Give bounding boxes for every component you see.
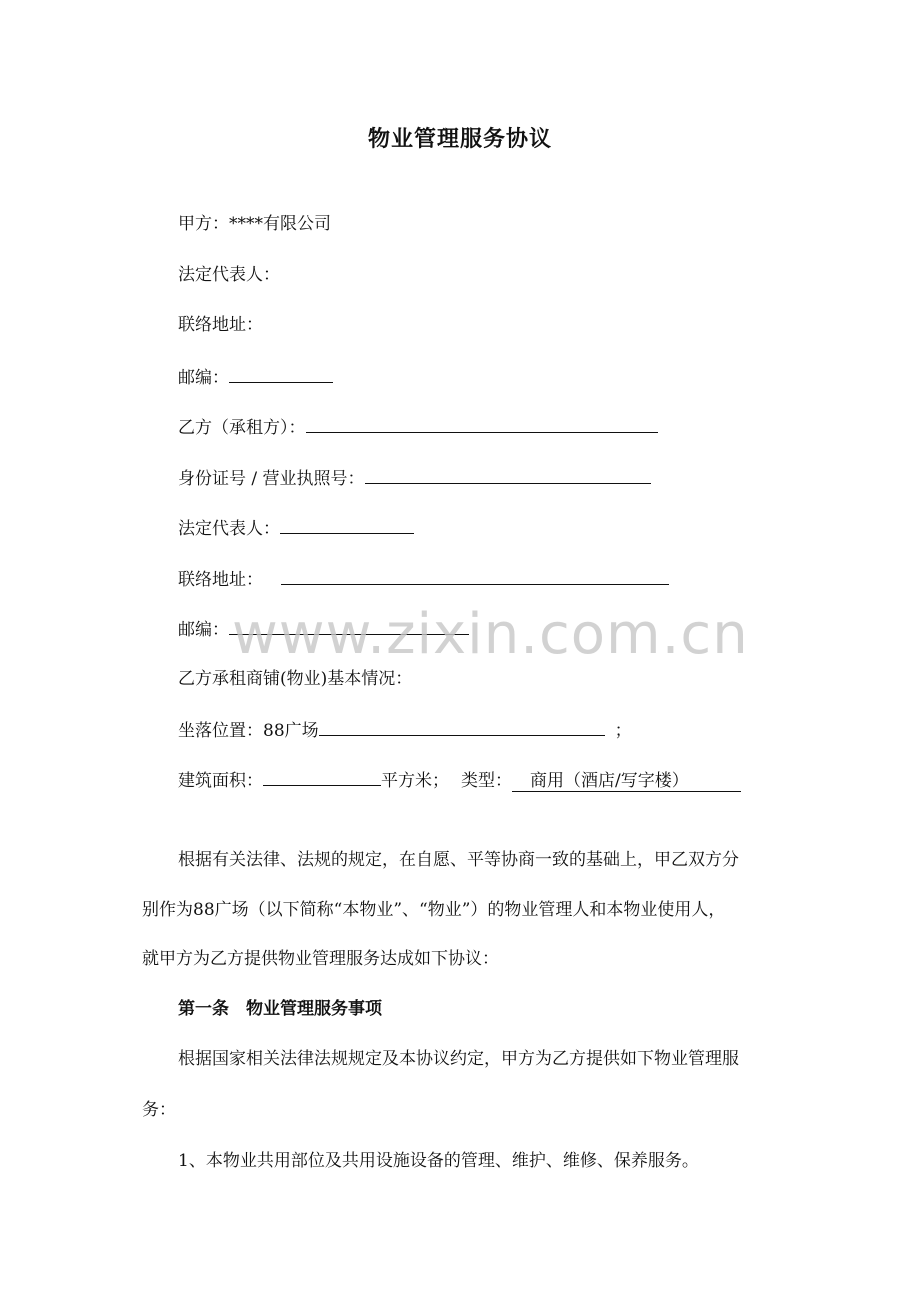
area-unit: 平方米； — [381, 771, 449, 791]
type-value: 商用（酒店/写字楼） — [530, 771, 689, 791]
article-1-line-2: 务： — [142, 1100, 176, 1120]
location-end: ； — [614, 721, 632, 741]
party-a-zip-blank[interactable] — [229, 364, 333, 383]
type-label: 类型： — [461, 771, 512, 791]
party-a-zip-label: 邮编： — [178, 368, 229, 388]
location-label: 坐落位置： — [178, 721, 263, 741]
party-b-rep-blank[interactable] — [280, 515, 414, 534]
location-blank[interactable] — [319, 717, 605, 736]
party-b-id-line — [178, 465, 651, 491]
party-a-value: ****有限公司 — [229, 214, 331, 234]
party-b-id-blank[interactable] — [365, 465, 651, 484]
party-b-blank[interactable] — [306, 414, 658, 433]
party-a-line — [178, 212, 331, 236]
property-area-line — [178, 767, 741, 793]
party-b-id-label: 身份证号 / 营业执照号： — [178, 469, 365, 489]
party-b-address-blank[interactable] — [281, 566, 669, 585]
watermark: www.zixin.com.cn — [232, 602, 749, 667]
property-location-line — [178, 717, 632, 743]
area-blank[interactable] — [263, 767, 381, 786]
party-a-label: 甲方： — [178, 214, 229, 234]
property-heading: 乙方承租商铺(物业)基本情况： — [178, 669, 413, 689]
intro-line-2: 别作为88广场（以下简称“本物业”、“物业”）的物业管理人和本物业使用人， — [142, 900, 726, 920]
party-a-rep-line — [178, 263, 280, 287]
intro-line-3: 就甲方为乙方提供物业管理服务达成如下协议： — [142, 949, 499, 969]
intro-line-1: 根据有关法律、法规的规定，在自愿、平等协商一致的基础上，甲乙双方分 — [178, 850, 739, 870]
party-b-address-line — [178, 566, 669, 592]
party-a-rep-label: 法定代表人： — [178, 265, 280, 285]
party-b-label: 乙方（承租方）： — [178, 418, 306, 438]
location-value: 88广场 — [263, 721, 319, 741]
party-a-address-line — [178, 313, 263, 337]
party-b-rep-line — [178, 515, 414, 541]
party-a-address-label: 联络地址： — [178, 315, 263, 335]
document-title: 物业管理服务协议 — [367, 126, 552, 152]
property-heading-line — [178, 667, 412, 691]
article-1-item-1: 1、本物业共用部位及共用设施设备的管理、维护、维修、保养服务。 — [178, 1151, 699, 1171]
party-b-rep-label: 法定代表人： — [178, 519, 280, 539]
party-b-line — [178, 414, 658, 440]
party-a-zip-line — [178, 364, 333, 390]
party-b-zip-label: 邮编： — [178, 620, 229, 640]
article-1-line-1: 根据国家相关法律法规规定及本协议约定，甲方为乙方提供如下物业管理服 — [178, 1049, 739, 1069]
area-label: 建筑面积： — [178, 771, 263, 791]
article-1-heading: 第一条 物业管理服务事项 — [178, 999, 382, 1019]
party-b-address-label: 联络地址： — [178, 570, 263, 590]
